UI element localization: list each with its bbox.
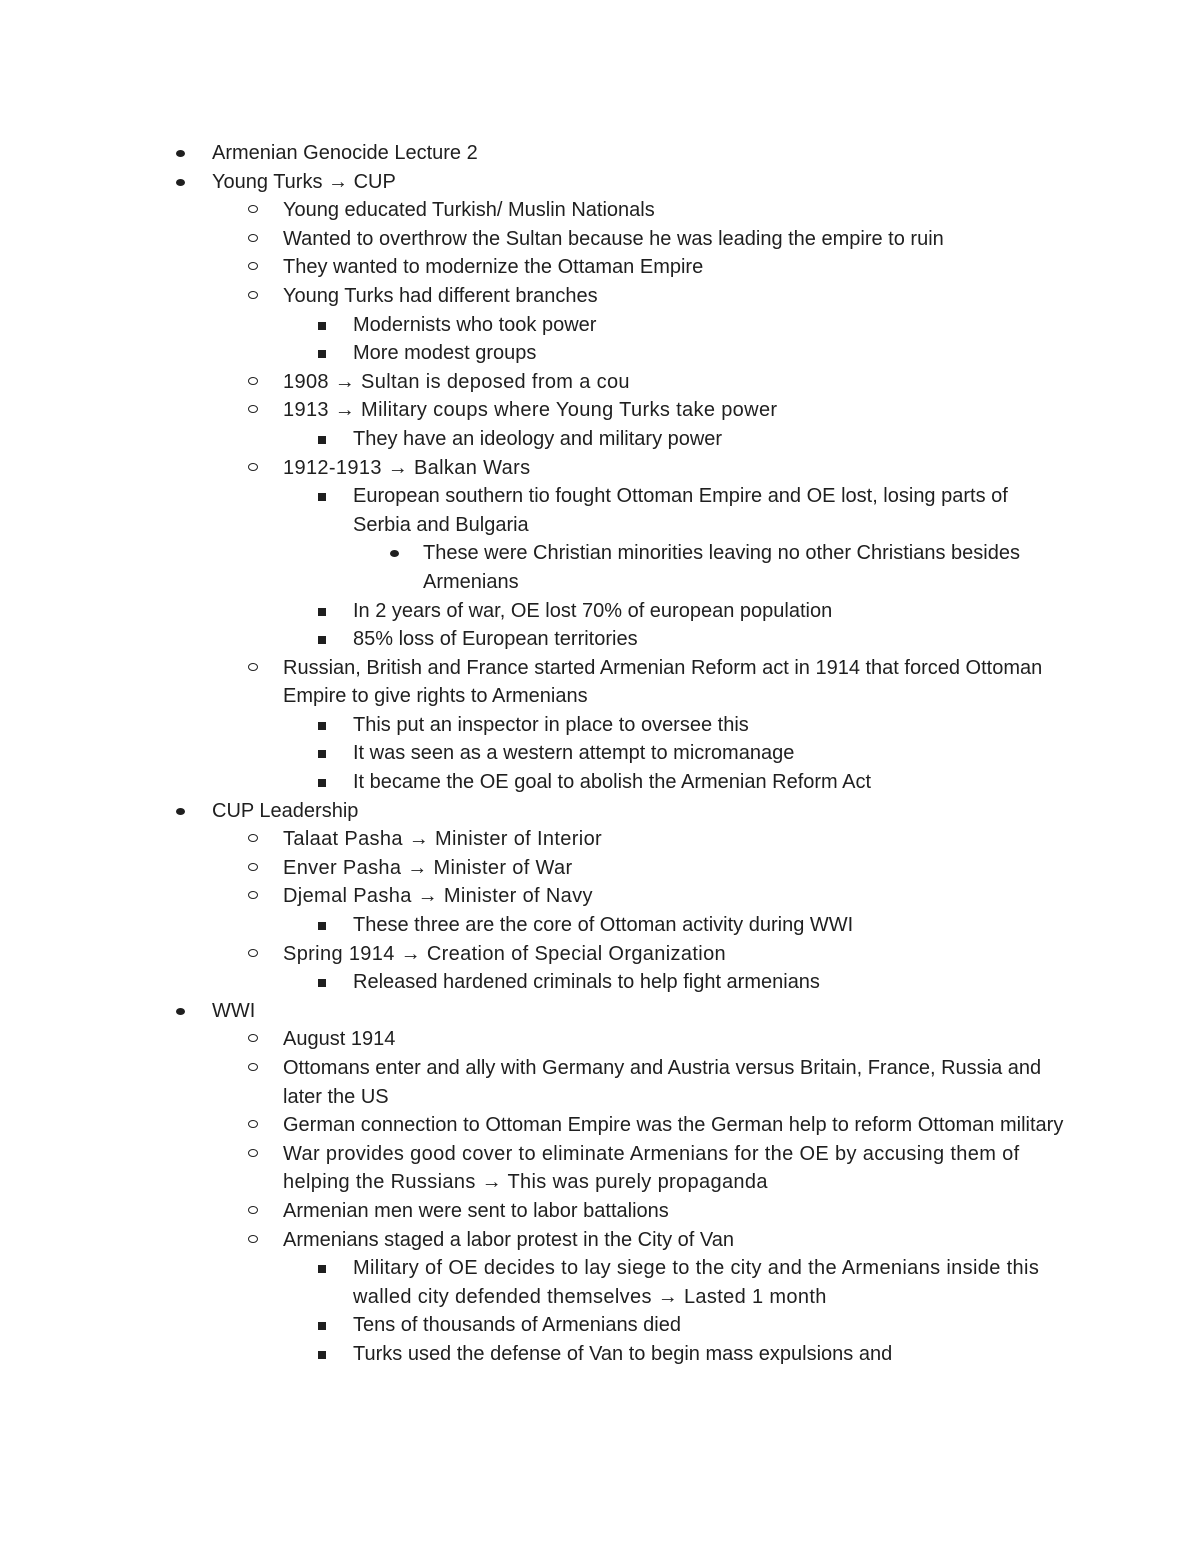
outline-item-level-2 — [0, 1254, 1053, 1311]
outline-item-text: Armenians staged a labor protest in the City of Van — [283, 1228, 734, 1251]
outline-item-level-1 — [0, 368, 1073, 397]
square-bullet-icon — [318, 750, 326, 758]
outline-item-text: Young Turks had different branches — [283, 284, 598, 307]
outline-item-level-2 — [0, 625, 1053, 654]
outline-item-text: Wanted to overthrow the Sultan because he was leading the empire to ruin — [283, 227, 944, 250]
outline-item-text: Turks used the defense of Van to begin mass expulsions and — [353, 1342, 893, 1365]
hollow-circle-bullet-icon — [248, 262, 258, 270]
hollow-circle-bullet-icon — [248, 1063, 258, 1071]
outline-item-level-2 — [0, 311, 1053, 340]
outline-item-text: Military of OE decides to lay siege to the city and the Armenians inside this walled city defended themselves → Lasted 1 month — [353, 1257, 1040, 1308]
outline-item-text: Young educated Turkish/ Muslin Nationals — [283, 199, 655, 222]
outline-item-text: Enver Pasha → Minister of War — [283, 856, 573, 879]
outline-item-level-1 — [0, 654, 1073, 711]
outline-item-level-3 — [0, 539, 1053, 596]
outline-item-level-0 — [0, 139, 1062, 168]
square-bullet-icon — [318, 1322, 326, 1330]
outline-item-text: August 1914 — [283, 1028, 396, 1051]
outline-item-text: Ottomans enter and ally with Germany and Austria versus Britain, France, Russia and later the US — [283, 1057, 1042, 1108]
hollow-circle-bullet-icon — [248, 1235, 258, 1243]
filled-circle-bullet-icon — [176, 179, 185, 186]
outline-item-text: 1913 → Military coups where Young Turks take power — [283, 399, 778, 422]
outline-item-level-1 — [0, 1140, 1073, 1197]
outline-item-level-1 — [0, 882, 1073, 911]
hollow-circle-bullet-icon — [248, 1149, 258, 1157]
outline-item-level-2 — [0, 1311, 1053, 1340]
hollow-circle-bullet-icon — [248, 463, 258, 471]
square-bullet-icon — [318, 979, 326, 987]
outline-item-level-2 — [0, 482, 1053, 539]
square-bullet-icon — [318, 1265, 326, 1273]
outline-item-level-1 — [0, 196, 1073, 225]
outline-item-text: Spring 1914 → Creation of Special Organization — [283, 942, 727, 965]
outline-item-text: Tens of thousands of Armenians died — [353, 1314, 681, 1337]
lecture-notes-list — [0, 139, 1200, 1369]
square-bullet-icon — [318, 922, 326, 930]
outline-item-text: Djemal Pasha → Minister of Navy — [283, 885, 593, 908]
outline-item-level-1 — [0, 1226, 1073, 1255]
hollow-circle-bullet-icon — [248, 1120, 258, 1128]
hollow-circle-bullet-icon — [248, 234, 258, 242]
hollow-circle-bullet-icon — [248, 834, 258, 842]
outline-item-level-1 — [0, 1054, 1073, 1111]
square-bullet-icon — [318, 608, 326, 616]
outline-item-level-2 — [0, 1340, 1053, 1369]
square-bullet-icon — [318, 493, 326, 501]
outline-item-text: 1912-1913 → Balkan Wars — [283, 456, 531, 479]
outline-item-text: Talaat Pasha → Minister of Interior — [283, 828, 603, 851]
outline-item-text: Russian, British and France started Armenian Reform act in 1914 that forced Ottoman Empire to give rights to Armenians — [283, 656, 1043, 708]
square-bullet-icon — [318, 436, 326, 444]
outline-item-level-1 — [0, 225, 1073, 254]
outline-item-text: Young Turks → CUP — [212, 170, 396, 193]
square-bullet-icon — [318, 322, 326, 330]
hollow-circle-bullet-icon — [248, 1206, 258, 1214]
outline-item-level-1 — [0, 940, 1073, 969]
hollow-circle-bullet-icon — [248, 891, 258, 899]
outline-item-level-2 — [0, 597, 1053, 626]
outline-item-level-2 — [0, 968, 1053, 997]
outline-item-text: European southern tio fought Ottoman Empire and OE lost, losing parts of Serbia and Bulgaria — [353, 485, 1008, 536]
outline-item-text: In 2 years of war, OE lost 70% of european population — [353, 599, 833, 622]
hollow-circle-bullet-icon — [248, 205, 258, 213]
hollow-circle-bullet-icon — [248, 377, 258, 385]
outline-item-level-0 — [0, 168, 1062, 197]
outline-item-text: This put an inspector in place to oversee this — [353, 713, 749, 736]
outline-item-level-0 — [0, 997, 1062, 1026]
hollow-circle-bullet-icon — [248, 863, 258, 871]
outline-item-text: They wanted to modernize the Ottaman Empire — [283, 256, 704, 279]
outline-item-text: CUP Leadership — [212, 799, 359, 822]
square-bullet-icon — [318, 779, 326, 787]
outline-item-level-2 — [0, 711, 1053, 740]
filled-circle-bullet-icon — [176, 150, 185, 157]
outline-item-level-1 — [0, 396, 1073, 425]
outline-item-text: 1908 → Sultan is deposed from a cou — [283, 370, 630, 393]
outline-item-text: These were Christian minorities leaving no other Christians besides Armenians — [423, 542, 1020, 593]
square-bullet-icon — [318, 350, 326, 358]
outline-item-text: Armenian Genocide Lecture 2 — [212, 142, 478, 164]
hollow-circle-bullet-icon — [248, 663, 258, 671]
outline-item-text: German connection to Ottoman Empire was the German help to reform Ottoman military — [283, 1114, 1064, 1137]
outline-item-level-1 — [0, 253, 1073, 282]
square-bullet-icon — [318, 636, 326, 644]
outline-item-level-1 — [0, 1025, 1073, 1054]
outline-item-text: Released hardened criminals to help fight armenians — [353, 971, 820, 994]
outline-item-level-2 — [0, 911, 1053, 940]
hollow-circle-bullet-icon — [248, 1034, 258, 1042]
outline-item-text: War provides good cover to eliminate Armenians for the OE by accusing them of helping the Russians → This was purely propaganda — [283, 1142, 1020, 1194]
filled-circle-bullet-icon — [176, 1008, 185, 1015]
outline-item-text: 85% loss of European territories — [353, 628, 638, 651]
outline-item-text: They have an ideology and military power — [353, 427, 723, 450]
outline-item-level-1 — [0, 854, 1073, 883]
filled-circle-bullet-icon — [176, 808, 185, 815]
outline-item-level-0 — [0, 797, 1062, 826]
hollow-circle-bullet-icon — [248, 949, 258, 957]
outline-item-text: Modernists who took power — [353, 313, 597, 336]
outline-item-text: It was seen as a western attempt to micromanage — [353, 742, 795, 765]
outline-item-level-1 — [0, 282, 1073, 311]
outline-item-level-2 — [0, 425, 1053, 454]
outline-item-level-2 — [0, 768, 1053, 797]
outline-item-level-2 — [0, 739, 1053, 768]
outline-item-level-1 — [0, 454, 1073, 483]
outline-item-level-1 — [0, 825, 1073, 854]
outline-item-text: More modest groups — [353, 342, 537, 365]
square-bullet-icon — [318, 722, 326, 730]
hollow-circle-bullet-icon — [248, 405, 258, 413]
filled-circle-bullet-icon — [390, 550, 399, 557]
square-bullet-icon — [318, 1351, 326, 1359]
outline-item-text: It became the OE goal to abolish the Armenian Reform Act — [353, 771, 872, 794]
outline-item-text: WWI — [212, 999, 256, 1022]
outline-item-level-1 — [0, 1197, 1073, 1226]
outline-item-level-1 — [0, 1111, 1073, 1140]
outline-item-level-2 — [0, 339, 1053, 368]
outline-item-text: Armenian men were sent to labor battalions — [283, 1199, 669, 1222]
outline-item-text: These three are the core of Ottoman activity during WWI — [353, 914, 854, 937]
hollow-circle-bullet-icon — [248, 291, 258, 299]
